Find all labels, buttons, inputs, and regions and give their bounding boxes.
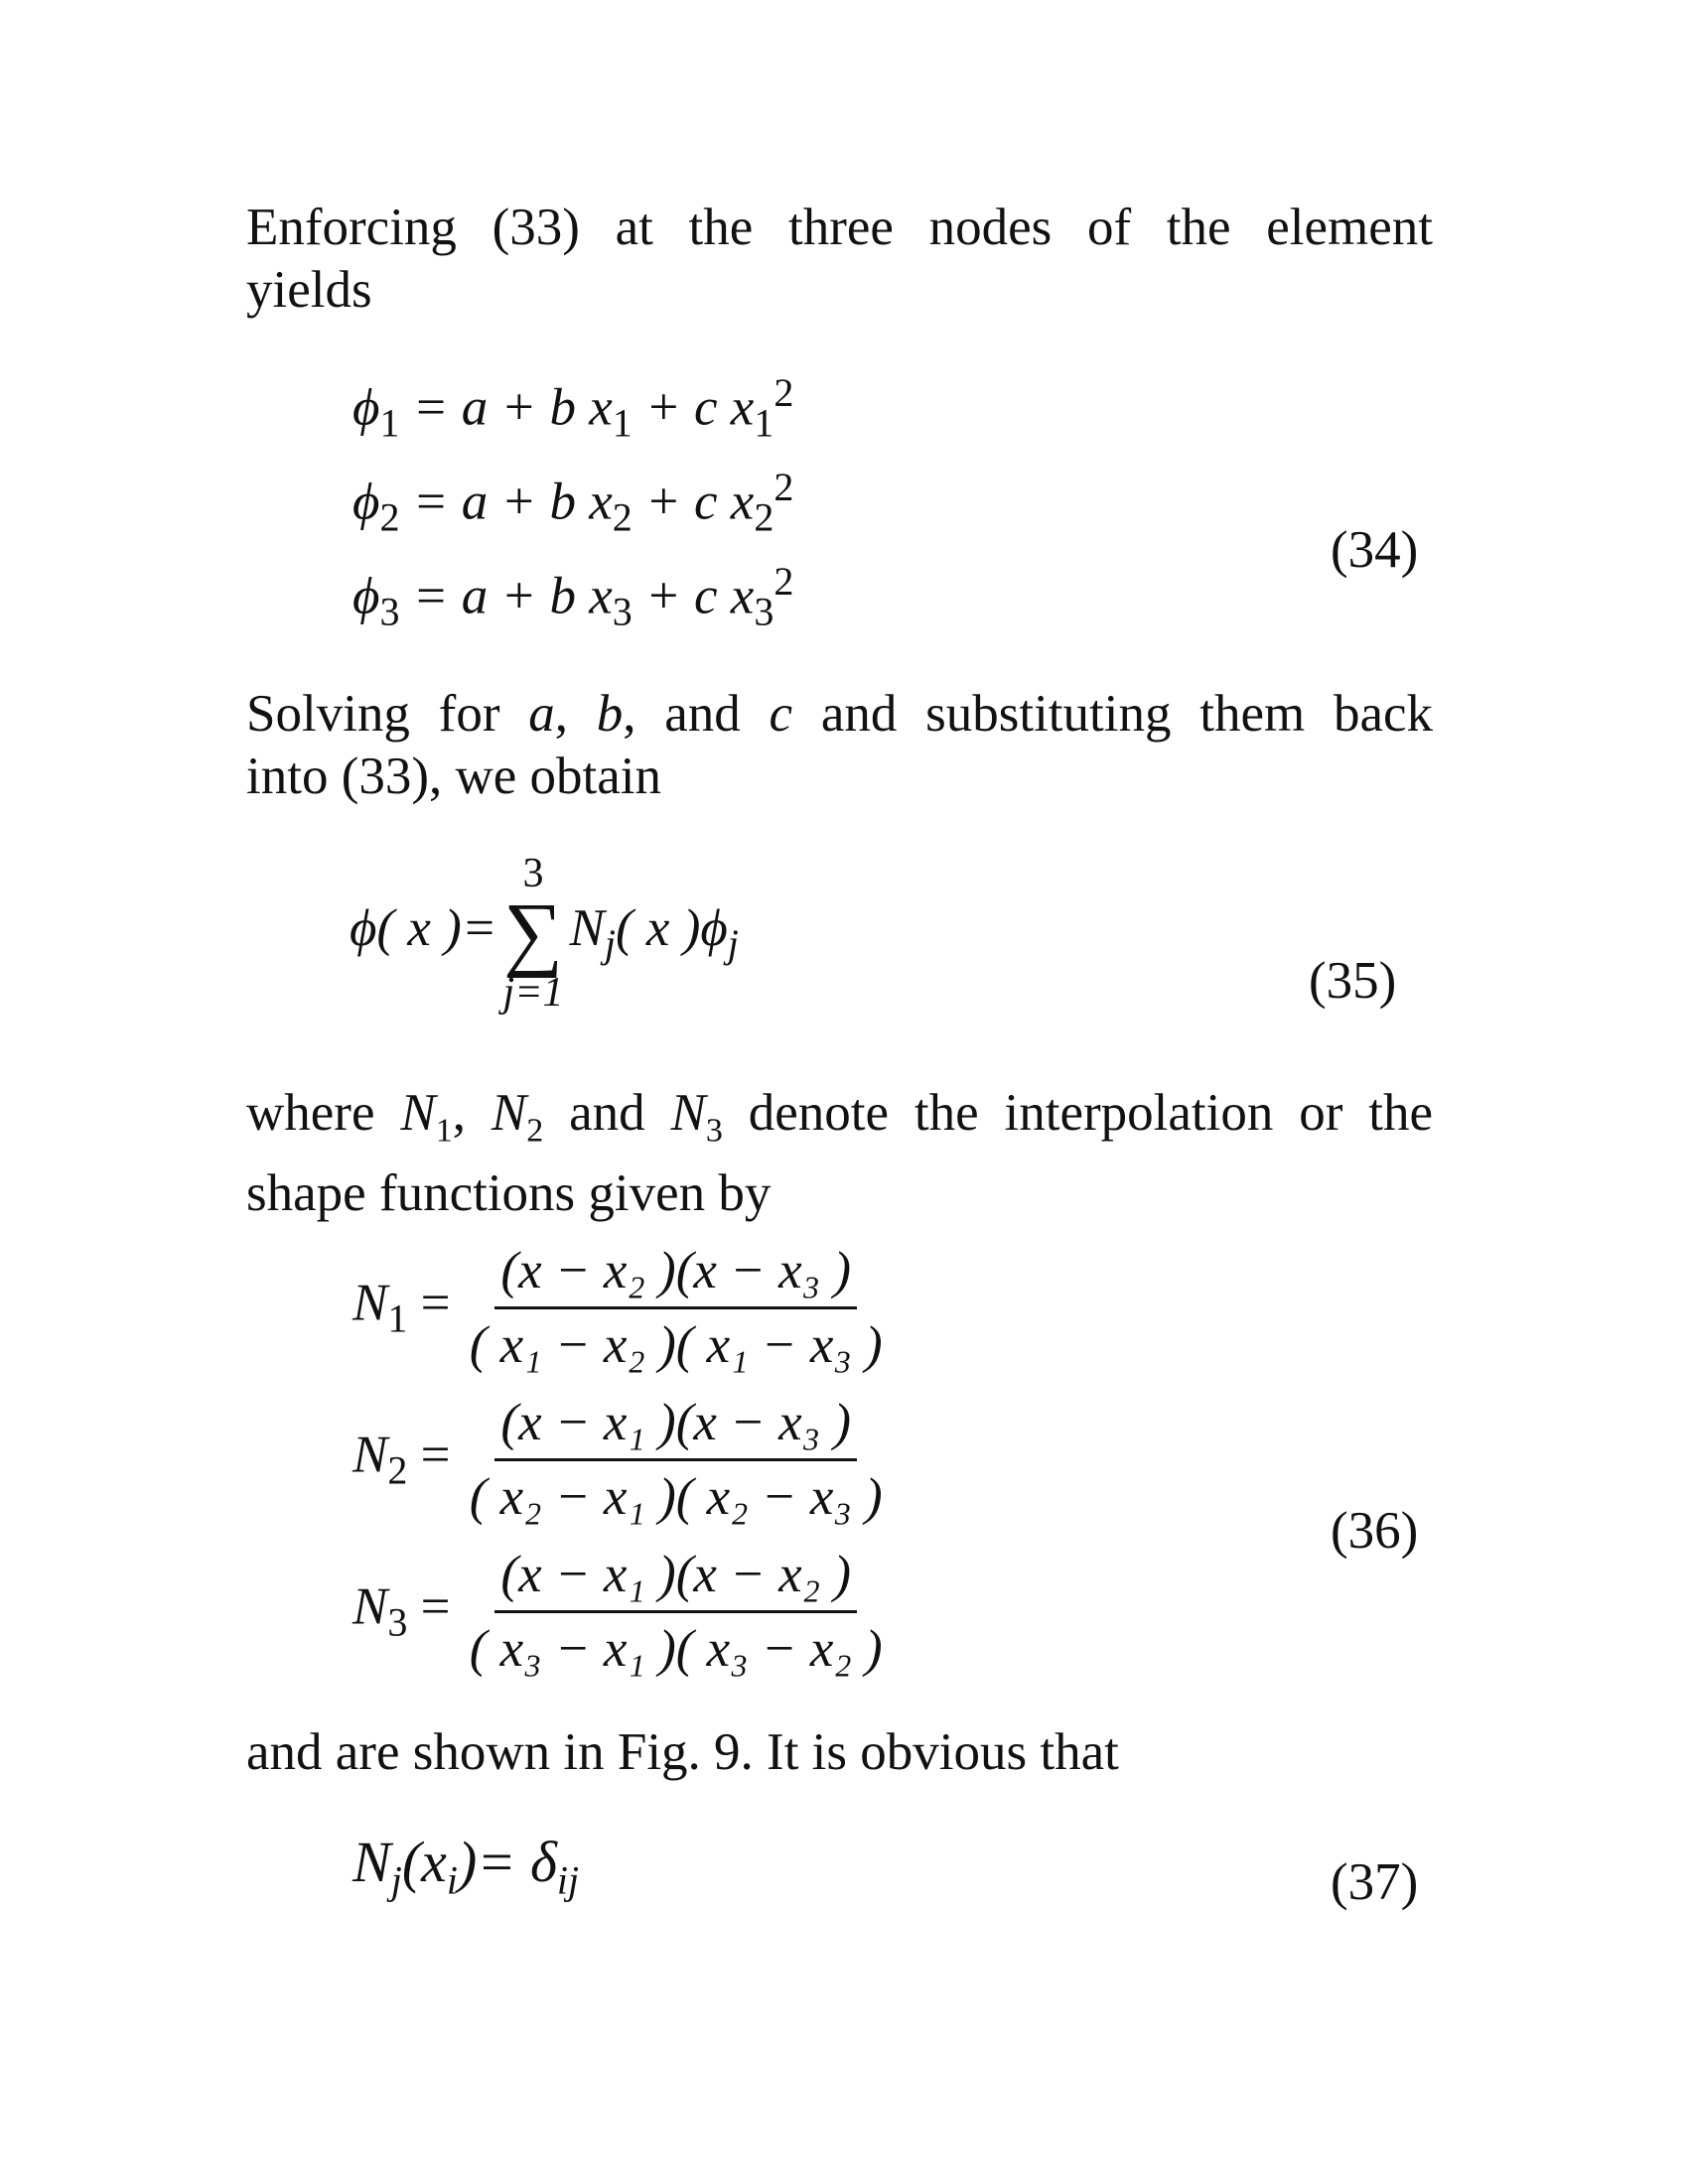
subscript: 2 — [754, 494, 774, 540]
variable-x: x — [730, 473, 755, 531]
equation-term: ( x )ϕ — [616, 899, 728, 958]
variable-x: x — [589, 473, 613, 531]
variable-c: c — [769, 685, 793, 743]
text-span: where — [246, 1084, 401, 1142]
equation-term: = a + b — [399, 567, 590, 625]
variable-N: N — [352, 1830, 391, 1894]
subscript: j — [390, 1857, 402, 1903]
subscript: 3 — [379, 589, 400, 634]
paragraph-shown — [246, 1721, 1433, 1784]
equation-34-row-1 — [352, 369, 793, 446]
equation-number-34: (34) — [1331, 521, 1419, 579]
variable-x: x — [730, 567, 755, 625]
variable-N: N — [352, 1577, 388, 1636]
fraction-denominator: ( x₃ − x₁ )( x₃ − x₂ ) — [469, 1620, 883, 1678]
paragraph-enforcing — [246, 197, 1433, 322]
equation-term: + c — [632, 473, 731, 531]
text-span: denote the interpolation or the — [722, 1084, 1433, 1142]
subscript: 2 — [612, 494, 633, 540]
variable-N: N — [352, 1426, 388, 1484]
fraction-numerator: (x − x₁ )(x − x₃ ) — [494, 1393, 857, 1461]
subscript: i — [446, 1857, 458, 1903]
fraction-numerator: (x − x₂ )(x − x₃ ) — [494, 1241, 857, 1309]
equation-term: (x — [401, 1830, 447, 1894]
fraction — [464, 1393, 889, 1527]
equation-term: + c — [632, 378, 731, 437]
subscript: 3 — [754, 589, 774, 634]
equation-number-36: (36) — [1331, 1502, 1419, 1560]
equation-36-row-3 — [352, 1545, 889, 1679]
text-span: Solving for — [246, 685, 529, 743]
equation-lhs: ϕ( x )= — [350, 899, 497, 958]
text-span: , and — [623, 685, 770, 743]
text-span: and — [543, 1084, 671, 1142]
equation-number-35: (35) — [1309, 952, 1397, 1010]
subscript: 3 — [612, 589, 633, 634]
equals-sign: = — [407, 1577, 464, 1636]
subscript: 2 — [526, 1112, 544, 1150]
fraction-denominator: ( x₁ − x₂ )( x₁ − x₃ ) — [469, 1316, 883, 1374]
equation-36-row-1 — [352, 1241, 889, 1375]
summation — [503, 852, 564, 1015]
text-line: Enforcing (33) at the three nodes of the element — [246, 199, 1433, 256]
text-line — [246, 683, 1433, 746]
subscript: 3 — [387, 1599, 408, 1645]
equation-37 — [352, 1829, 579, 1904]
fraction-denominator: ( x₂ − x₁ )( x₂ − x₃ ) — [469, 1468, 883, 1526]
variable-x: x — [589, 567, 613, 625]
text-span: , — [554, 685, 597, 743]
subscript: j — [604, 920, 617, 966]
subscript: 1 — [435, 1112, 453, 1150]
text-line: yields — [246, 261, 372, 319]
equation-34-row-3 — [352, 558, 793, 634]
phi-symbol: ϕ — [352, 378, 380, 437]
equals-sign: = — [407, 1274, 464, 1332]
equation-35 — [350, 852, 739, 1015]
subscript: 1 — [612, 400, 633, 446]
variable-x: x — [589, 378, 613, 437]
fraction — [464, 1545, 889, 1679]
fraction — [464, 1241, 889, 1375]
variable-x: x — [730, 378, 755, 437]
sigma-symbol: ∑ — [503, 887, 563, 979]
variable-N: N — [400, 1084, 436, 1142]
subscript: 3 — [705, 1112, 723, 1150]
sum-upper-limit: 3 — [522, 851, 544, 896]
text-span: , — [452, 1084, 492, 1142]
equals-sign: = — [407, 1426, 464, 1484]
subscript: 1 — [754, 400, 774, 446]
text-line: into (33), we obtain — [246, 748, 662, 805]
subscript: 2 — [379, 494, 400, 540]
paragraph-where — [246, 1082, 1433, 1225]
subscript: 1 — [387, 1296, 408, 1341]
equation-34-row-2 — [352, 464, 793, 540]
text-span: and substituting them back — [792, 685, 1433, 743]
subscript: j — [727, 920, 739, 966]
subscript: 1 — [379, 400, 400, 446]
superscript: 2 — [774, 465, 794, 509]
phi-symbol: ϕ — [352, 567, 380, 625]
equation-term: )= δ — [458, 1830, 557, 1894]
variable-N: N — [670, 1084, 706, 1142]
text-line: shape functions given by — [246, 1163, 772, 1222]
variable-N: N — [491, 1084, 527, 1142]
fraction-numerator: (x − x₁ )(x − x₂ ) — [494, 1545, 857, 1613]
subscript: 2 — [387, 1447, 408, 1493]
paragraph-solving — [246, 683, 1433, 808]
equation-number-37: (37) — [1331, 1853, 1419, 1911]
equation-term: + c — [632, 567, 731, 625]
subscript: ij — [556, 1857, 580, 1903]
text-line: and are shown in Fig. 9. It is obvious that — [246, 1723, 1119, 1781]
equation-term: = a + b — [399, 473, 590, 531]
superscript: 2 — [774, 559, 794, 604]
superscript: 2 — [774, 370, 794, 415]
sum-lower-limit: j=1 — [502, 970, 564, 1016]
variable-N: N — [352, 1274, 388, 1332]
equation-term: = a + b — [399, 378, 590, 437]
variable-b: b — [596, 685, 624, 743]
variable-a: a — [528, 685, 555, 743]
phi-symbol: ϕ — [352, 473, 380, 531]
variable-N: N — [569, 899, 605, 958]
equation-36-row-2 — [352, 1393, 889, 1527]
text-line — [246, 1082, 1433, 1162]
